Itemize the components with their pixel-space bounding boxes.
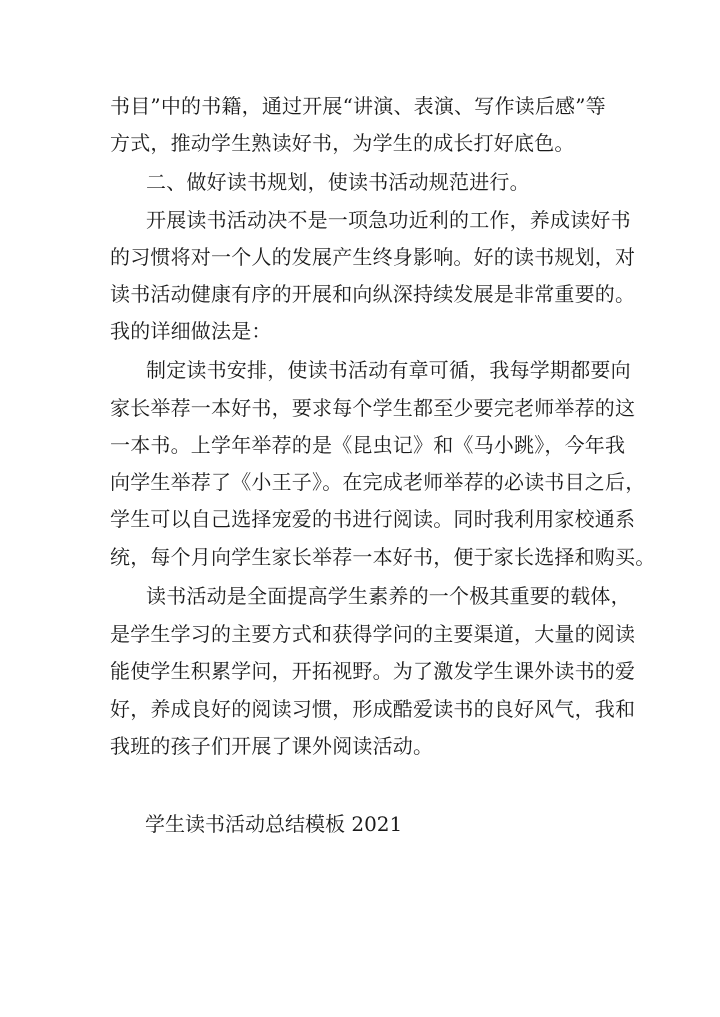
text-line: 读书活动是全面提高学生素养的一个极其重要的载体， <box>146 584 631 608</box>
text-line: 向学生举荐了《小王子》。在完成老师举荐的必读书目之后， <box>110 470 646 494</box>
text-line: 方式，推动学生熟读好书，为学生的成长打好底色。 <box>110 131 575 155</box>
text-line: 一本书。上学年举荐的是《昆虫记》和《马小跳》，今年我 <box>110 433 626 457</box>
text-line: 是学生学习的主要方式和获得学问的主要渠道，大量的阅读 <box>110 622 636 646</box>
text-line: 家长举荐一本好书，要求每个学生都至少要完老师举荐的这 <box>110 396 636 420</box>
text-line: 我的详细做法是： <box>110 319 272 343</box>
text-line: 能使学生积累学问，开拓视野。为了激发学生课外读书的爱 <box>110 659 636 683</box>
text-line: 学生可以自己选择宠爱的书进行阅读。同时我利用家校通系 <box>110 507 636 531</box>
text-line: 好，养成良好的阅读习惯，形成酷爱读书的良好风气，我和 <box>110 697 636 721</box>
text-line: 书目”中的书籍，通过开展“讲演、表演、写作读后感”等 <box>110 94 606 118</box>
text-line: 的习惯将对一个人的发展产生终身影响。好的读书规划，对 <box>110 245 636 269</box>
text-line: 开展读书活动决不是一项急功近利的工作，养成读好书 <box>146 208 631 232</box>
section-heading: 二、做好读书规划，使读书活动规范进行。 <box>146 170 530 194</box>
document-title: 学生读书活动总结模板 2021 <box>145 812 403 836</box>
text-line: 我班的孩子们开展了课外阅读活动。 <box>110 734 434 758</box>
text-line: 读书活动健康有序的开展和向纵深持续发展是非常重要的。 <box>110 282 636 306</box>
text-line: 制定读书安排，使读书活动有章可循，我每学期都要向 <box>146 358 631 382</box>
text-line: 统，每个月向学生家长举荐一本好书，便于家长选择和购买。 <box>110 545 656 569</box>
